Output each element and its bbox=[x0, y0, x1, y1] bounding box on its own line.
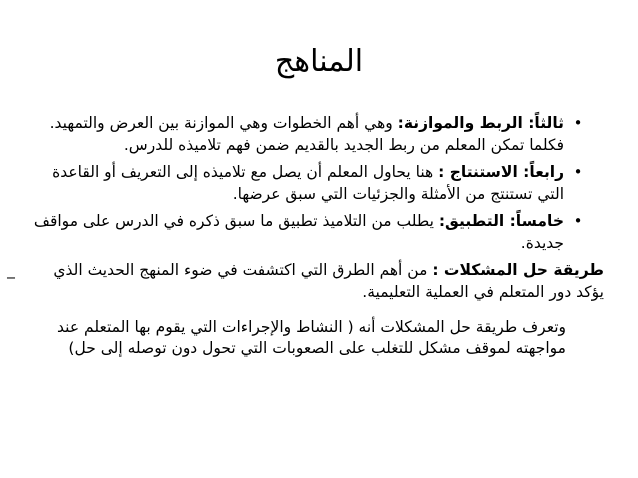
slide-content bbox=[7, 112, 604, 359]
item-heading: خامساً: التطبيق: bbox=[438, 212, 564, 230]
dash-marker: _ bbox=[7, 261, 15, 279]
list-item-application bbox=[23, 210, 588, 254]
bullet-icon: • bbox=[573, 212, 583, 230]
item-heading: ثالثاً: الربط والموازنة: bbox=[397, 114, 564, 132]
method-text: من أهم الطرق التي اكتشفت في ضوء المنهج الحديث الذي يؤكد دور المتعلم في العملية التعليمية. bbox=[53, 261, 604, 301]
bullet-icon: • bbox=[573, 163, 583, 181]
bullet-icon: • bbox=[573, 114, 583, 132]
list-item-deduction bbox=[23, 161, 588, 205]
method-heading: طريقة حل المشكلات : bbox=[432, 261, 604, 279]
item-text: هنا يحاول المعلم أن يصل مع تلاميذه إلى التعريف أو القاعدة التي تستنتج من الأمثلة والجزئيات التي سبق عرضها. bbox=[52, 163, 564, 203]
problem-solving-method bbox=[7, 259, 608, 303]
item-text: وهي أهم الخطوات وهي الموازنة بين العرض والتمهيد. فكلما تمكن المعلم من ربط الجديد بالقديم ضمن فهم تلاميذه للدرس. bbox=[49, 114, 564, 154]
list-item-linking bbox=[23, 112, 588, 156]
item-heading: رابعاً: الاستنتاج : bbox=[438, 163, 564, 181]
method-definition: وتعرف طريقة حل المشكلات أنه ( النشاط والإجراءات التي يقوم بها المتعلم عند مواجهته لموقف مشكل للتغلب على الصعوبات التي تحول دون توصله إلى حل) bbox=[57, 318, 566, 357]
slide-title: المناهج bbox=[274, 44, 364, 79]
item-text: يطلب من التلاميذ تطبيق ما سبق ذكره في الدرس على مواقف جديدة. bbox=[33, 212, 564, 252]
